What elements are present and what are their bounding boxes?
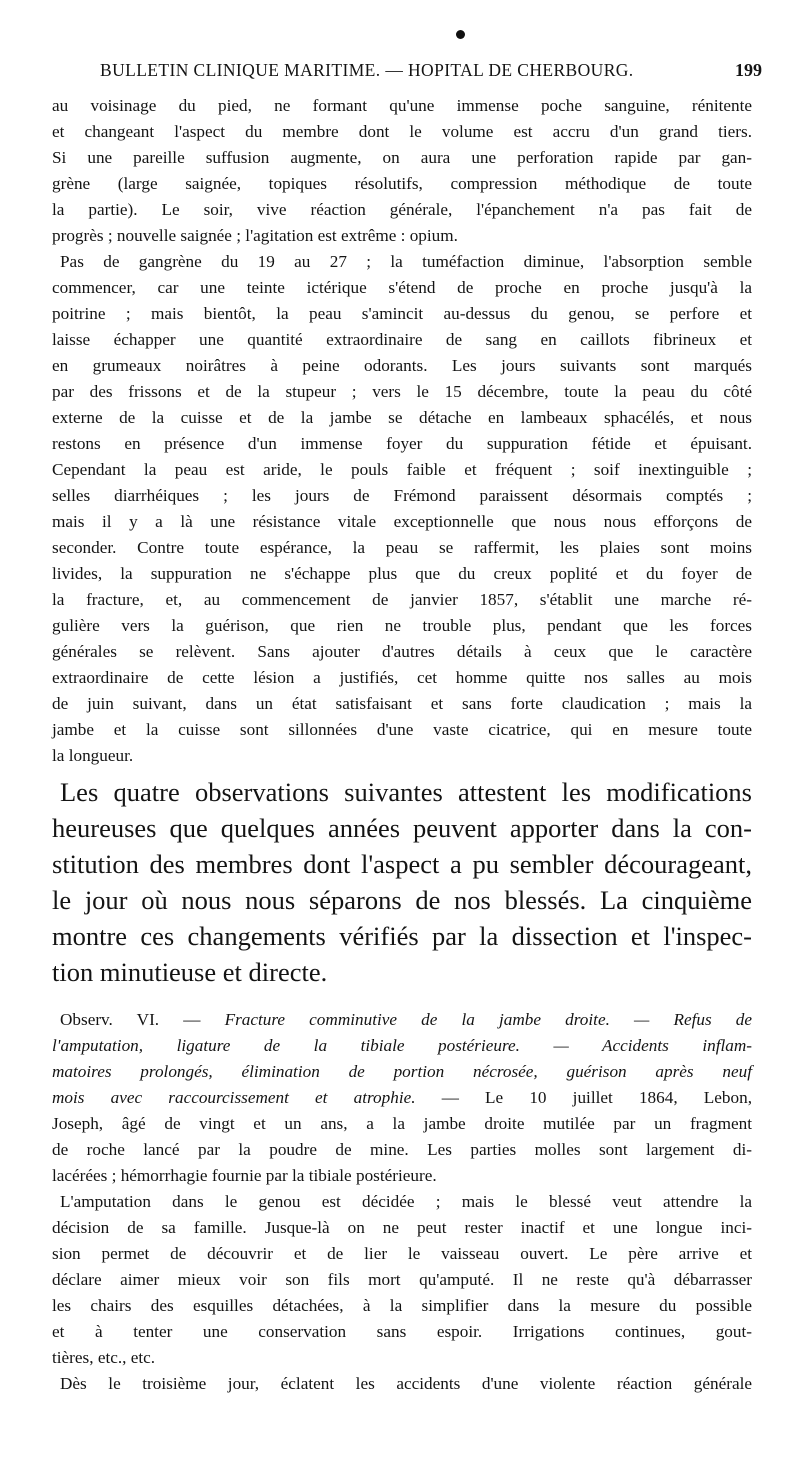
text-line: mais il y a là une résistance vitale exceptionnelle que nous nous efforçons de bbox=[52, 512, 752, 531]
paragraph-start-line: Pas de gangrène du 19 au 27 ; la tuméfaction diminue, l'absorption semble bbox=[60, 252, 752, 271]
text-line: Si une pareille suffusion augmente, on aura une perforation rapide par gan- bbox=[52, 148, 752, 167]
text-line: par des frissons et de la stupeur ; vers le 15 décembre, toute la peau du côté bbox=[52, 382, 752, 401]
observation-line: de roche lancé par la poudre de mine. Les parties molles sont largement di- bbox=[52, 1140, 752, 1159]
text-line: la longueur. bbox=[52, 746, 134, 765]
text-line: poitrine ; mais bientôt, la peau s'amincit au-dessus du genou, se perfore et bbox=[52, 304, 752, 323]
observation-heading-line bbox=[60, 1010, 752, 1030]
text-line: la fracture, et, au commencement de janvier 1857, s'établit une marche ré- bbox=[52, 590, 752, 609]
text-line: restons en présence d'un immense foyer du suppuration fétide et épuisant. bbox=[52, 434, 752, 453]
text-line: en grumeaux noirâtres à peine odorants. Les jours suivants sont marqués bbox=[52, 356, 752, 375]
summary-line: stitution des membres dont l'aspect a pu sembler décourageant, bbox=[52, 849, 752, 879]
observation-line: déclare aimer mieux voir son fils mort qu'amputé. Il ne reste qu'à débarrasser bbox=[52, 1270, 752, 1289]
text-line: jambe et la cuisse sont sillonnées d'une vaste cicatrice, qui en mesure toute bbox=[52, 720, 752, 739]
text-line: externe de la cuisse et de la jambe se détache en lambeaux sphacélés, et nous bbox=[52, 408, 752, 427]
text-line: grène (large saignée, topiques résolutifs, compression méthodique de toute bbox=[52, 174, 752, 193]
observation-title: Fracture comminutive de la jambe droite. — Refus de bbox=[224, 1010, 752, 1029]
text-line: générales se relèvent. Sans ajouter d'autres détails à ceux que le caractère bbox=[52, 642, 752, 661]
text-line: au voisinage du pied, ne formant qu'une immense poche sanguine, rénitente bbox=[52, 96, 752, 115]
running-title: BULLETIN CLINIQUE MARITIME. — HOPITAL DE CHERBOURG. bbox=[100, 60, 634, 80]
text-line: et changeant l'aspect du membre dont le volume est accru d'un grand tiers. bbox=[52, 122, 752, 141]
text-line: selles diarrhéiques ; les jours de Frémond paraissent désormais comptés ; bbox=[52, 486, 752, 505]
observation-line: décision de sa famille. Jusque-là on ne peut rester inactif et une longue inci- bbox=[52, 1218, 752, 1237]
observation-title-end: mois avec raccourcissement et atrophie. bbox=[52, 1088, 416, 1107]
summary-line: le jour où nous nous séparons de nos blessés. La cinquième bbox=[52, 885, 752, 915]
text-line: progrès ; nouvelle saignée ; l'agitation est extrême : opium. bbox=[52, 226, 458, 245]
observation-line: lacérées ; hémorrhagie fournie par la tibiale postérieure. bbox=[52, 1166, 437, 1185]
text-line: de juin suivant, dans un état satisfaisant et sans forte claudication ; mais la bbox=[52, 694, 752, 713]
observation-title-line: l'amputation, ligature de la tibiale postérieure. — Accidents inflam- bbox=[52, 1036, 752, 1055]
summary-line: tion minutieuse et directe. bbox=[52, 957, 328, 987]
observation-line: tières, etc., etc. bbox=[52, 1348, 156, 1367]
text-line: laisse échapper une quantité extraordinaire de sang en caillots fibrineux et bbox=[52, 330, 752, 349]
running-header bbox=[100, 60, 762, 86]
summary-line: montre ces changements vérifiés par la dissection et l'inspec- bbox=[52, 921, 752, 951]
text-line: commencer, car une teinte ictérique s'étend de proche en proche jusqu'à la bbox=[52, 278, 752, 297]
observation-line: les chairs des esquilles détachées, à la simplifier dans la mesure du possible bbox=[52, 1296, 752, 1315]
summary-line: Les quatre observations suivantes attestent les modifications bbox=[60, 777, 752, 807]
observation-paragraph-start: L'amputation dans le genou est décidée ; mais le blessé veut attendre la bbox=[60, 1192, 752, 1211]
observation-label: Observ. VI. — bbox=[60, 1010, 201, 1029]
observation-paragraph-start: Dès le troisième jour, éclatent les accidents d'une violente réaction générale bbox=[60, 1374, 752, 1393]
observation-line: Joseph, âgé de vingt et un ans, a la jambe droite mutilée par un fragment bbox=[52, 1114, 752, 1133]
observation-line: et à tenter une conservation sans espoir. Irrigations continues, gout- bbox=[52, 1322, 752, 1341]
page-number: 199 bbox=[735, 60, 762, 80]
text-line: extraordinaire de cette lésion a justifiés, cet homme quitte nos salles au mois bbox=[52, 668, 752, 687]
observation-title-line: matoires prolongés, élimination de portion nécrosée, guérison après neuf bbox=[52, 1062, 752, 1081]
summary-line: heureuses que quelques années peuvent apporter dans la con- bbox=[52, 813, 752, 843]
text-line: livides, la suppuration ne s'échappe plus que du creux poplité et du foyer de bbox=[52, 564, 752, 583]
text-line: Cependant la peau est aride, le pouls faible et fréquent ; soif inextinguible ; bbox=[52, 460, 752, 479]
observation-line: sion permet de découvrir et de lier le vaisseau ouvert. Le père arrive et bbox=[52, 1244, 752, 1263]
ink-dot bbox=[456, 30, 465, 39]
text-line: la partie). Le soir, vive réaction générale, l'épanchement n'a pas fait de bbox=[52, 200, 752, 219]
text-line: seconder. Contre toute espérance, la peau se raffermit, les plaies sont moins bbox=[52, 538, 752, 557]
text-line: gulière vers la guérison, que rien ne trouble plus, pendant que les forces bbox=[52, 616, 752, 635]
observation-text-start: — Le 10 juillet 1864, Lebon, bbox=[441, 1088, 752, 1107]
observation-title-end-line bbox=[52, 1088, 752, 1108]
